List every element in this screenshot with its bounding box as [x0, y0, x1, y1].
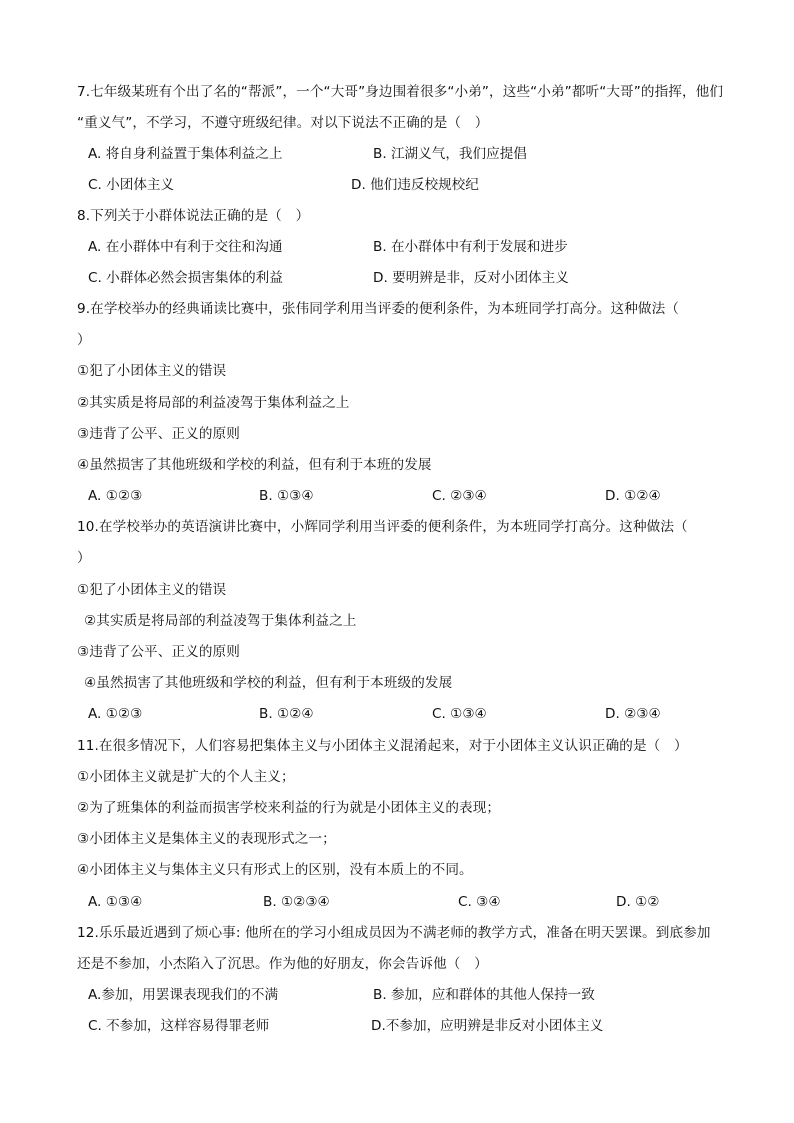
- q9-option-c: C. ②③④: [432, 488, 487, 504]
- q7-option-c: C. 小团体主义: [88, 177, 175, 193]
- q9-option-a: A. ①②③: [88, 488, 143, 504]
- q9-stem-line1: 9.在学校举办的经典诵读比赛中，张伟同学利用当评委的便利条件，为本班同学打高分。这种做法（: [77, 301, 679, 317]
- q12-stem-line2: 还是不参加，小杰陷入了沉思。作为他的好朋友，你会告诉他（ ）: [77, 956, 488, 972]
- q9-statement-2: ②其实质是将局部的利益凌驾于集体利益之上: [77, 395, 350, 411]
- q10-statement-3: ③违背了公平、正义的原则: [77, 644, 240, 660]
- q12-option-b: B. 参加，应和群体的其他人保持一致: [373, 987, 595, 1003]
- q12-option-d: D.不参加，应明辨是非反对小团体主义: [371, 1018, 604, 1034]
- q11-statement-4: ④小团体主义与集体主义只有形式上的区别，没有本质上的不同。: [77, 862, 473, 878]
- q8-option-a: A. 在小群体中有利于交往和沟通: [88, 239, 283, 255]
- q7-stem-line1: 7.七年级某班有个出了名的“帮派”，一个“大哥”身边围着很多“小弟”，这些“小弟”都听“大哥”的指挥，他们: [77, 84, 724, 100]
- q11-statement-2: ②为了班集体的利益而损害学校来利益的行为就是小团体主义的表现；: [77, 800, 501, 816]
- q10-option-a: A. ①②③: [88, 706, 143, 722]
- q7-option-a: A. 将自身利益置于集体利益之上: [88, 146, 283, 162]
- q10-statement-1: ①犯了小团体主义的错误: [77, 582, 227, 598]
- q8-option-b: B. 在小群体中有利于发展和进步: [373, 239, 568, 255]
- q11-option-c: C. ③④: [458, 894, 501, 910]
- q10-statement-4: ④虽然损害了其他班级和学校的利益，但有利于本班级的发展: [84, 675, 453, 691]
- q8-option-c: C. 小群体必然会损害集体的利益: [88, 270, 283, 286]
- q10-stem-line2: ）: [77, 550, 91, 566]
- q8-option-d: D. 要明辨是非，反对小团体主义: [373, 270, 569, 286]
- q10-option-d: D. ②③④: [605, 706, 661, 722]
- q10-stem-line1: 10.在学校举办的英语演讲比赛中，小辉同学利用当评委的便利条件，为本班同学打高分。这种做法（: [77, 519, 688, 535]
- q11-statement-3: ③小团体主义是集体主义的表现形式之一；: [77, 831, 336, 847]
- q12-option-a: A.参加，用罢课表现我们的不满: [88, 987, 279, 1003]
- q8-stem-line1: 8.下列关于小群体说法正确的是（ ）: [77, 208, 310, 224]
- q9-stem-line2: ）: [77, 332, 91, 348]
- q9-option-b: B. ①③④: [259, 488, 314, 504]
- q11-option-a: A. ①③④: [88, 894, 143, 910]
- q11-statement-1: ①小团体主义就是扩大的个人主义；: [77, 769, 295, 785]
- q10-option-b: B. ①②④: [259, 706, 314, 722]
- q11-option-b: B. ①②③④: [263, 894, 330, 910]
- q11-stem-line1: 11.在很多情况下，人们容易把集体主义与小团体主义混淆起来，对于小团体主义认识正确的是（ ）: [77, 738, 688, 754]
- q9-statement-1: ①犯了小团体主义的错误: [77, 363, 227, 379]
- q7-option-d: D. 他们违反校规校纪: [351, 177, 479, 193]
- q7-option-b: B. 江湖义气，我们应提倡: [373, 146, 527, 162]
- q10-statement-2: ②其实质是将局部的利益凌驾于集体利益之上: [84, 613, 357, 629]
- q9-statement-4: ④虽然损害了其他班级和学校的利益，但有利于本班的发展: [77, 457, 432, 473]
- q11-option-d: D. ①②: [616, 894, 660, 910]
- q10-option-c: C. ①③④: [432, 706, 487, 722]
- q12-option-c: C. 不参加，这样容易得罪老师: [88, 1018, 270, 1034]
- q9-statement-3: ③违背了公平、正义的原则: [77, 426, 240, 442]
- q9-option-d: D. ①②④: [605, 488, 661, 504]
- q12-stem-line1: 12.乐乐最近遇到了烦心事: 他所在的学习小组成员因为不满老师的教学方式，准备在明天罢课。到底参加: [77, 925, 711, 941]
- q7-stem-line2: “重义气”，不学习，不遵守班级纪律。对以下说法不正确的是（ ）: [77, 115, 489, 131]
